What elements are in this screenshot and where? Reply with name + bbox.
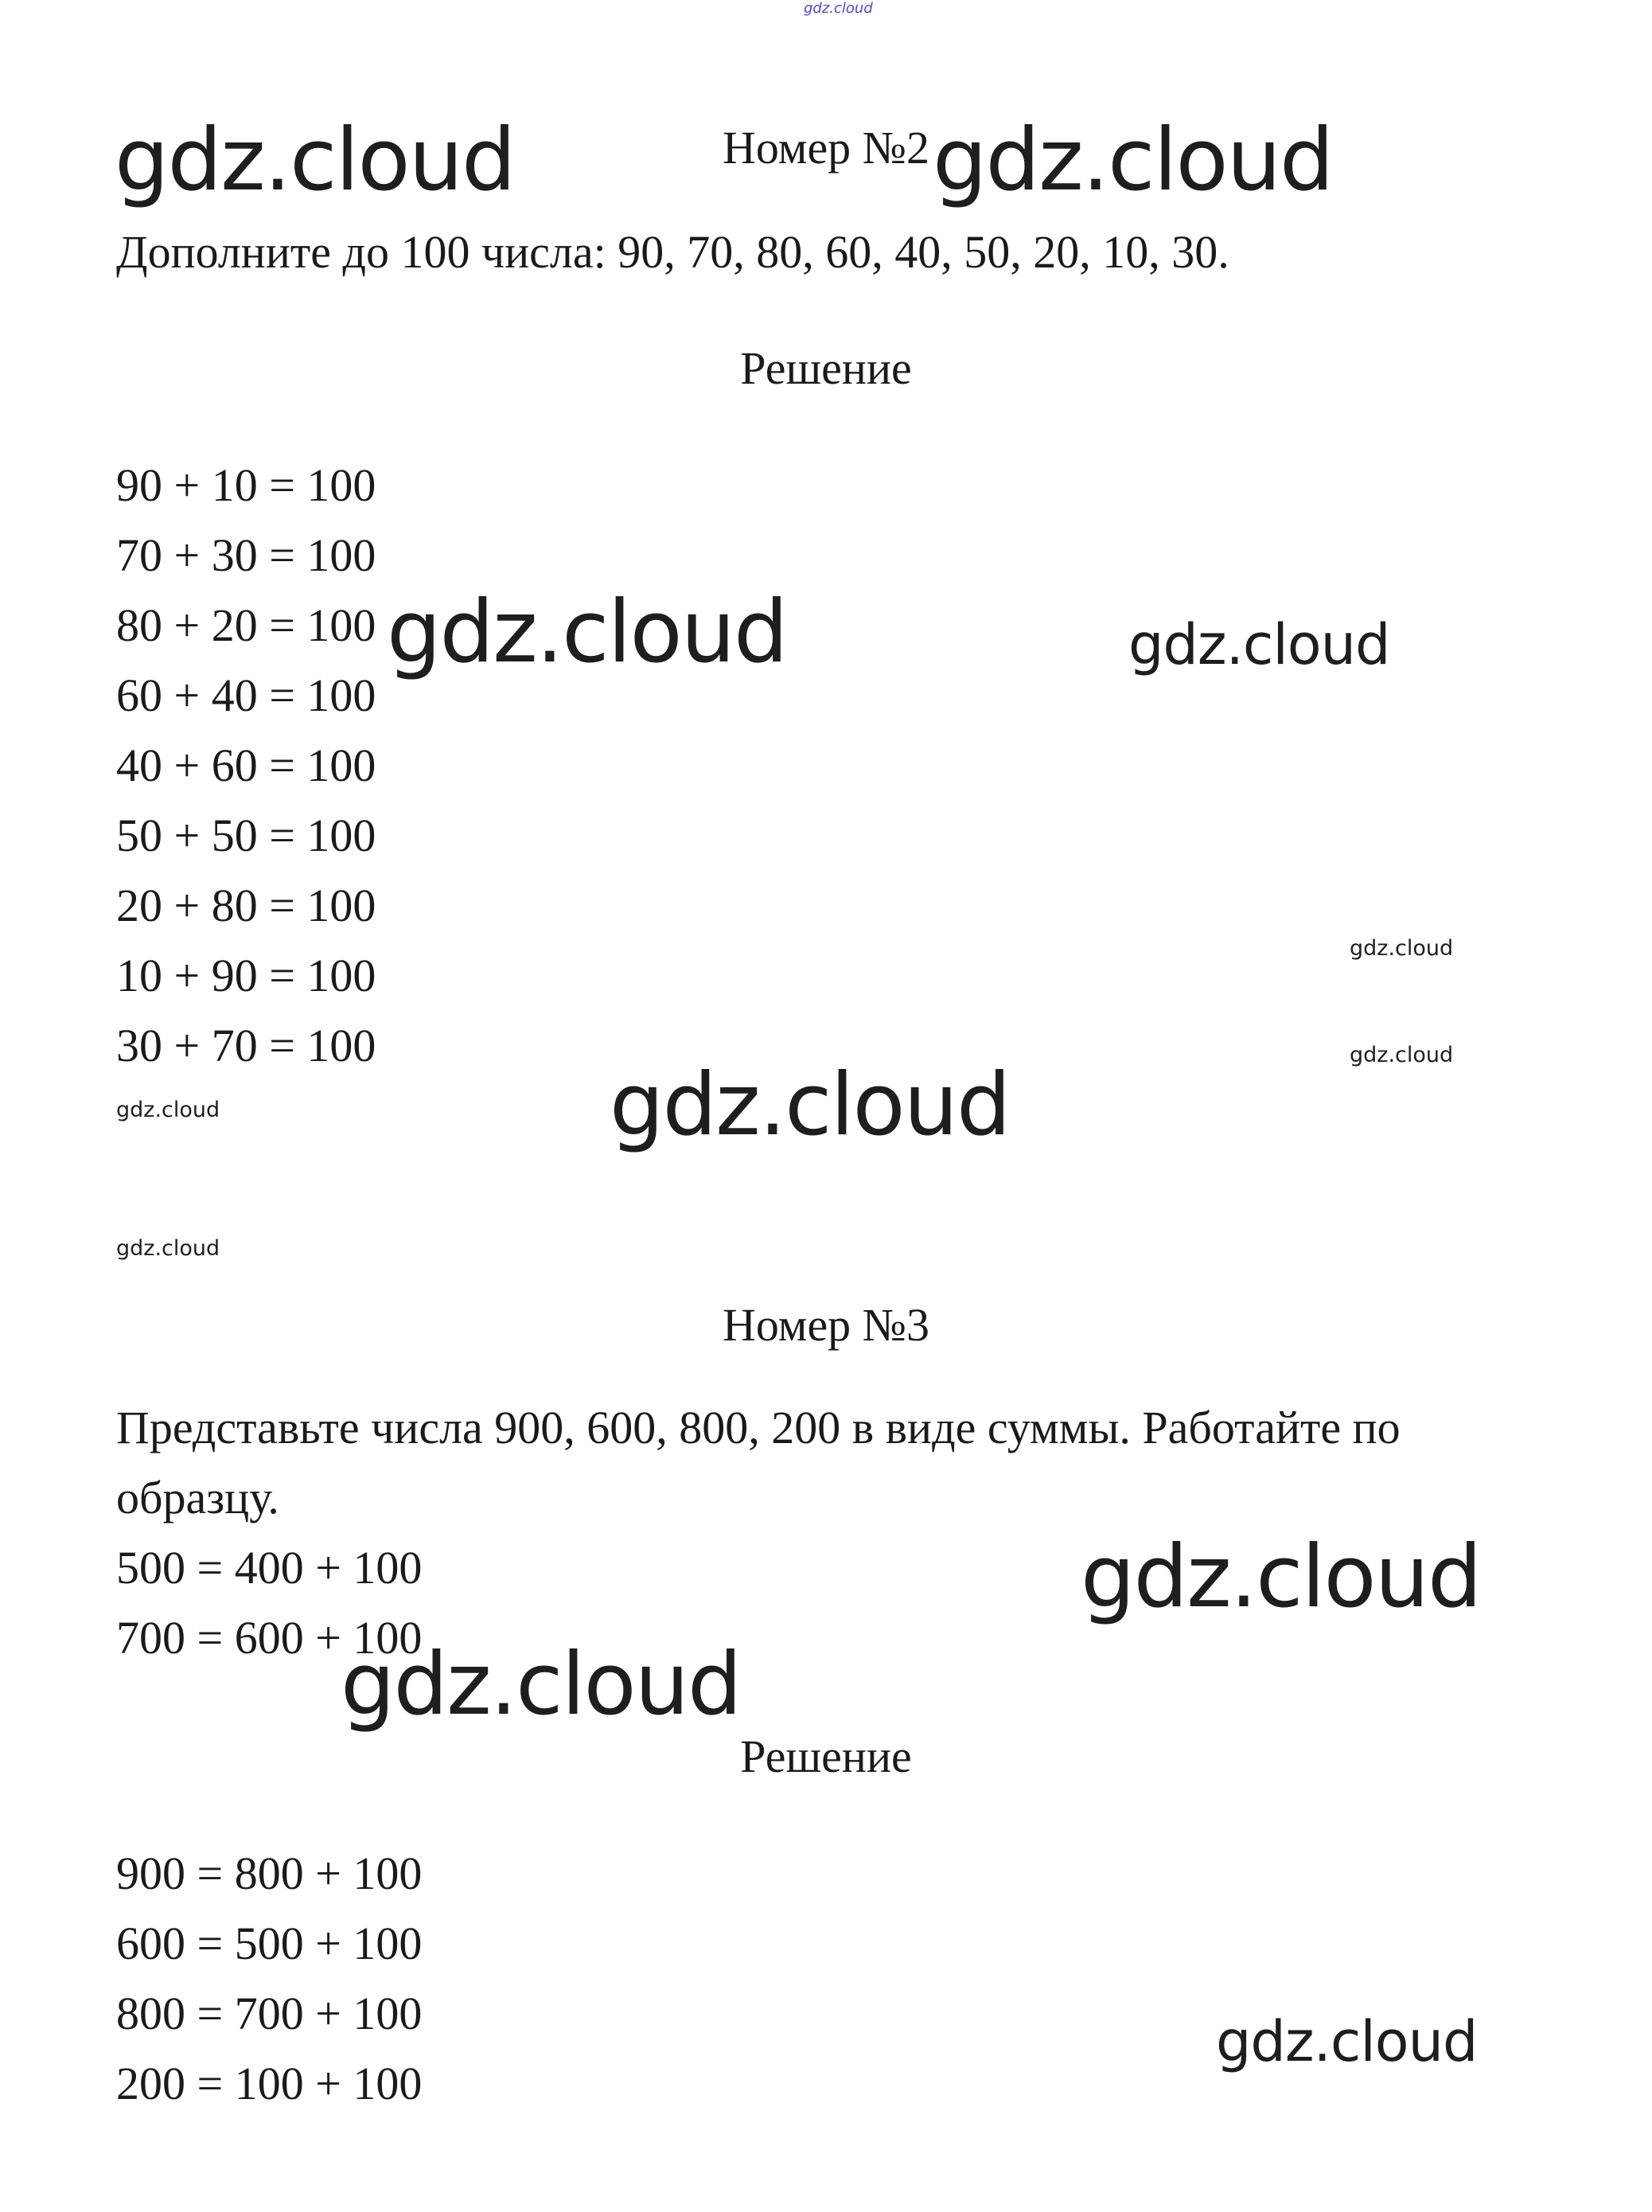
solution-line: 60 + 40 = 100 [116, 669, 376, 721]
solution-line: 50 + 50 = 100 [116, 810, 376, 861]
section-3-title: Номер №3 [722, 1299, 930, 1351]
section-2-solution-heading: Решение [740, 342, 912, 394]
section-3-task-line-1: Представьте числа 900, 600, 800, 200 в виде суммы. Работайте по [116, 1402, 1401, 1453]
watermark-small: gdz.cloud [116, 1098, 220, 1122]
solution-line: 10 + 90 = 100 [116, 950, 376, 1001]
section-3-task-line-2: образцу. [116, 1472, 279, 1523]
watermark-large: gdz.cloud [115, 111, 515, 210]
solution-line: 30 + 70 = 100 [116, 1020, 376, 1071]
solution-line: 200 = 100 + 100 [116, 2058, 423, 2109]
section-2-title: Номер №2 [722, 122, 930, 174]
solution-line: 600 = 500 + 100 [116, 1917, 423, 1969]
watermark-small: gdz.cloud [1350, 1043, 1454, 1067]
solution-line: 80 + 20 = 100 [116, 599, 376, 651]
section-2-task: Дополните до 100 числа: 90, 70, 80, 60, 40, 50, 20, 10, 30. [116, 226, 1229, 278]
watermark-small: gdz.cloud [1350, 936, 1454, 961]
section-3-solution-heading: Решение [740, 1730, 912, 1782]
solution-line: 40 + 60 = 100 [116, 739, 376, 791]
watermark-large: gdz.cloud [341, 1635, 741, 1734]
watermark-large: gdz.cloud [1081, 1527, 1481, 1627]
solution-line: 20 + 80 = 100 [116, 880, 376, 931]
watermark-top: gdz.cloud [804, 0, 873, 17]
watermark-medium: gdz.cloud [1128, 612, 1390, 677]
solution-line: 90 + 10 = 100 [116, 459, 376, 511]
solution-line: 70 + 30 = 100 [116, 529, 376, 581]
example-line: 500 = 400 + 100 [116, 1542, 423, 1594]
watermark-large: gdz.cloud [610, 1055, 1010, 1155]
example-line: 700 = 600 + 100 [116, 1612, 423, 1664]
watermark-large: gdz.cloud [387, 583, 787, 682]
solution-line: 800 = 700 + 100 [116, 1988, 423, 2039]
solution-line: 900 = 800 + 100 [116, 1847, 423, 1899]
watermark-medium: gdz.cloud [1216, 2009, 1478, 2074]
watermark-large: gdz.cloud [933, 111, 1333, 210]
watermark-small: gdz.cloud [116, 1236, 220, 1261]
